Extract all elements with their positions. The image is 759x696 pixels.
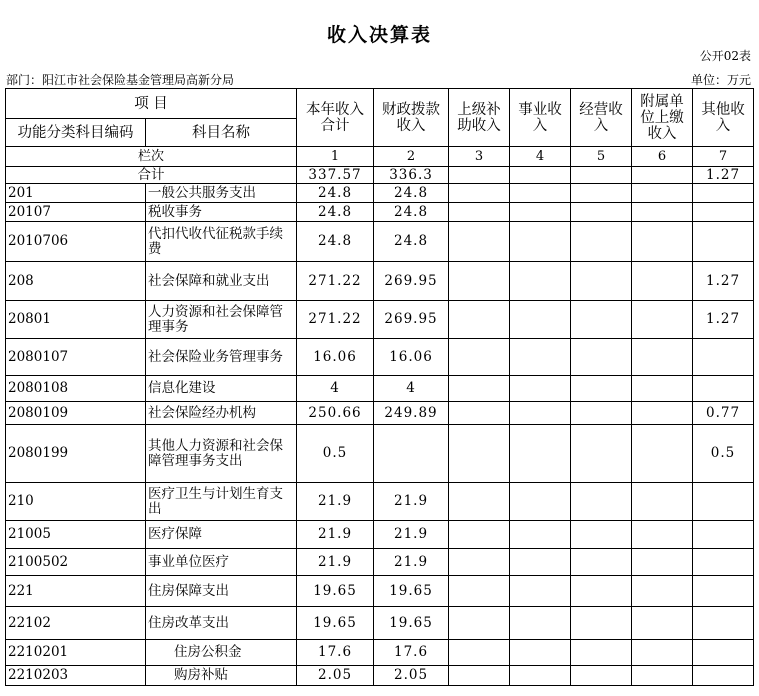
row-value-cell [571,483,632,521]
row-value-cell [510,425,571,483]
row-value-cell [510,301,571,339]
row-value-cell [449,607,510,640]
row-value-cell: 2.05 [374,666,449,686]
row-value-cell: 250.66 [297,402,374,425]
row-value-cell: 269.95 [374,262,449,301]
row-value-cell [510,576,571,607]
row-value-cell: 271.22 [297,262,374,301]
total-label: 合计 [6,167,297,184]
row-value-cell: 21.9 [374,483,449,521]
row-value-cell: 0.5 [693,425,754,483]
row-code: 2010706 [6,222,146,262]
row-value-cell: 24.8 [297,222,374,262]
row-code: 21005 [6,521,146,549]
row-value-cell [449,339,510,376]
row-value-cell [693,376,754,402]
row-value-cell [449,549,510,576]
row-value-cell: 19.65 [374,607,449,640]
row-value-cell [693,576,754,607]
income-table [5,88,754,686]
row-value-cell [632,576,693,607]
row-code: 201 [6,184,146,203]
row-value-cell [449,640,510,666]
header-name-col: 科目名称 [146,119,297,147]
total-cell [632,167,693,184]
row-value-cell: 21.9 [297,549,374,576]
row-value-cell [449,521,510,549]
row-name: 税收事务 [146,203,297,222]
row-name: 社会保险经办机构 [146,402,297,425]
table-row [6,402,754,425]
row-value-cell [510,607,571,640]
row-name: 社会保险业务管理事务 [146,339,297,376]
row-value-cell [510,203,571,222]
row-value-cell [571,640,632,666]
table-row [6,339,754,376]
index-label: 栏次 [6,147,297,167]
row-value-cell [571,262,632,301]
row-value-cell [449,376,510,402]
row-name: 医疗保障 [146,521,297,549]
row-value-cell [510,184,571,203]
row-code: 20801 [6,301,146,339]
row-value-cell [449,402,510,425]
total-cell: 337.57 [297,167,374,184]
row-value-cell [571,425,632,483]
row-value-cell: 4 [297,376,374,402]
row-value-cell [693,203,754,222]
row-value-cell [632,607,693,640]
row-name: 购房补贴 [146,666,297,686]
row-value-cell [693,521,754,549]
index-row [6,147,754,167]
row-value-cell [693,640,754,666]
header-col-5: 经营收入 [571,89,632,147]
row-value-cell [632,425,693,483]
index-cell: 6 [632,147,693,167]
row-value-cell [510,376,571,402]
row-value-cell [449,576,510,607]
row-name: 住房保障支出 [146,576,297,607]
row-value-cell [571,376,632,402]
row-value-cell [693,339,754,376]
row-code: 2080199 [6,425,146,483]
row-value-cell: 1.27 [693,301,754,339]
row-name: 住房改革支出 [146,607,297,640]
row-name: 一般公共服务支出 [146,184,297,203]
page-title: 收入决算表 [326,24,432,46]
row-code: 210 [6,483,146,521]
row-value-cell [693,607,754,640]
row-value-cell [571,402,632,425]
row-value-cell [693,666,754,686]
row-value-cell [571,301,632,339]
table-row [6,483,754,521]
row-value-cell: 17.6 [374,640,449,666]
row-value-cell [510,483,571,521]
table-row [6,640,754,666]
header-col-1: 本年收入合计 [297,89,374,147]
row-value-cell: 19.65 [374,576,449,607]
department-label: 部门：阳江市社会保险基金管理局高新分局 [6,73,235,87]
index-cell: 7 [693,147,754,167]
form-code: 公开02表 [699,49,751,63]
row-value-cell [632,376,693,402]
row-value-cell: 1.27 [693,262,754,301]
row-value-cell: 19.65 [297,607,374,640]
row-value-cell [632,549,693,576]
row-value-cell: 17.6 [297,640,374,666]
table-row [6,521,754,549]
row-value-cell [449,425,510,483]
header-col-6: 附属单位上缴收入 [632,89,693,147]
row-value-cell [571,549,632,576]
header-item-group: 项 目 [6,89,297,119]
table-row [6,666,754,686]
row-value-cell: 269.95 [374,301,449,339]
row-code: 2210203 [6,666,146,686]
row-value-cell: 271.22 [297,301,374,339]
total-row [6,167,754,184]
row-value-cell [571,184,632,203]
table-row [6,376,754,402]
row-value-cell: 21.9 [297,521,374,549]
row-value-cell [449,222,510,262]
index-cell: 4 [510,147,571,167]
row-value-cell: 21.9 [374,549,449,576]
row-value-cell [632,483,693,521]
row-value-cell [510,549,571,576]
row-name: 代扣代收代征税款手续费 [146,222,297,262]
row-value-cell [571,203,632,222]
index-cell: 5 [571,147,632,167]
row-value-cell [632,666,693,686]
row-name: 人力资源和社会保障管理事务 [146,301,297,339]
row-name: 事业单位医疗 [146,549,297,576]
table-row [6,184,754,203]
total-cell: 1.27 [693,167,754,184]
row-value-cell: 21.9 [374,521,449,549]
row-value-cell [571,666,632,686]
row-name: 社会保障和就业支出 [146,262,297,301]
unit-label: 单位：万元 [690,73,751,87]
index-cell: 2 [374,147,449,167]
row-value-cell [571,521,632,549]
row-value-cell [571,576,632,607]
row-value-cell [449,184,510,203]
row-value-cell [632,339,693,376]
row-value-cell [449,203,510,222]
header-code-col: 功能分类科目编码 [6,119,146,147]
table-row [6,425,754,483]
row-code: 20107 [6,203,146,222]
total-cell [571,167,632,184]
table-row [6,301,754,339]
row-value-cell: 16.06 [297,339,374,376]
row-value-cell [510,640,571,666]
row-value-cell [510,402,571,425]
row-value-cell: 19.65 [297,576,374,607]
row-value-cell: 2.05 [297,666,374,686]
row-value-cell [510,666,571,686]
total-cell: 336.3 [374,167,449,184]
row-code: 2080108 [6,376,146,402]
row-value-cell [632,262,693,301]
row-code: 221 [6,576,146,607]
row-name: 信息化建设 [146,376,297,402]
row-value-cell [632,402,693,425]
table-row [6,222,754,262]
row-name: 住房公积金 [146,640,297,666]
row-value-cell [571,339,632,376]
table-row [6,607,754,640]
row-value-cell [693,483,754,521]
row-value-cell: 16.06 [374,339,449,376]
row-value-cell [693,222,754,262]
row-value-cell: 24.8 [374,184,449,203]
row-value-cell [632,203,693,222]
row-name: 医疗卫生与计划生育支出 [146,483,297,521]
row-code: 2210201 [6,640,146,666]
row-value-cell [510,339,571,376]
row-value-cell: 24.8 [297,184,374,203]
header-col-4: 事业收入 [510,89,571,147]
row-code: 22102 [6,607,146,640]
row-code: 2080107 [6,339,146,376]
index-cell: 1 [297,147,374,167]
table-row [6,549,754,576]
row-value-cell [571,222,632,262]
index-cell: 3 [449,147,510,167]
row-value-cell: 4 [374,376,449,402]
header-col-3: 上级补助收入 [449,89,510,147]
row-value-cell [449,301,510,339]
row-value-cell: 24.8 [297,203,374,222]
row-value-cell [571,607,632,640]
header-col-7: 其他收入 [693,89,754,147]
row-value-cell [374,425,449,483]
row-value-cell [693,549,754,576]
row-code: 2100502 [6,549,146,576]
row-code: 2080109 [6,402,146,425]
row-code: 208 [6,262,146,301]
row-value-cell [693,184,754,203]
row-value-cell: 21.9 [297,483,374,521]
row-value-cell [632,222,693,262]
row-value-cell: 0.5 [297,425,374,483]
row-value-cell [449,666,510,686]
table-row [6,576,754,607]
total-cell [449,167,510,184]
row-value-cell: 0.77 [693,402,754,425]
row-value-cell [632,640,693,666]
row-value-cell [510,262,571,301]
row-value-cell: 24.8 [374,203,449,222]
row-name: 其他人力资源和社会保障管理事务支出 [146,425,297,483]
row-value-cell [632,521,693,549]
row-value-cell [510,222,571,262]
header-col-2: 财政拨款收入 [374,89,449,147]
table-row [6,203,754,222]
row-value-cell [510,521,571,549]
row-value-cell [632,184,693,203]
row-value-cell [449,483,510,521]
row-value-cell [632,301,693,339]
table-row [6,262,754,301]
row-value-cell [449,262,510,301]
total-cell [510,167,571,184]
row-value-cell: 249.89 [374,402,449,425]
row-value-cell: 24.8 [374,222,449,262]
